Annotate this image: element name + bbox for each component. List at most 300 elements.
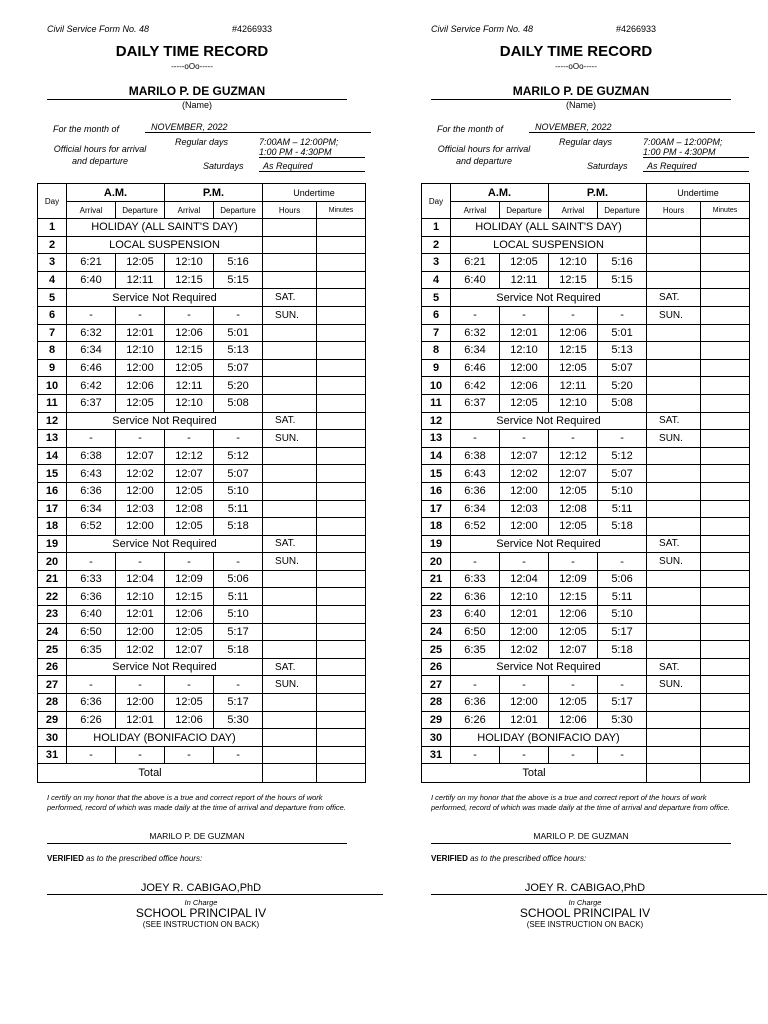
saturdays-label: Saturdays (203, 161, 244, 171)
undertime-minutes-cell (701, 623, 750, 641)
day-number-cell: 28 (422, 694, 451, 712)
undertime-hours-cell (263, 342, 317, 360)
regular-days-value-line-1: 7:00AM – 12:00PM; (643, 137, 723, 147)
undertime-hours-cell: SUN. (263, 553, 317, 571)
undertime-minutes-cell (317, 271, 366, 289)
day-number-cell: 10 (38, 377, 67, 395)
undertime-hours-cell (263, 729, 317, 747)
pm-departure-cell: - (598, 553, 647, 571)
undertime-minutes-cell (317, 412, 366, 430)
undertime-hours-cell (647, 606, 701, 624)
am-departure-cell: 12:00 (500, 482, 549, 500)
pm-arrival-cell: 12:07 (165, 465, 214, 483)
pm-arrival-cell: 12:05 (549, 482, 598, 500)
am-arrival-cell: 6:35 (451, 641, 500, 659)
merged-remark-cell: HOLIDAY (ALL SAINT'S DAY) (67, 219, 263, 237)
undertime-minutes-cell (701, 447, 750, 465)
day-number-cell: 30 (422, 729, 451, 747)
am-arrival-cell: 6:32 (67, 324, 116, 342)
document-title: DAILY TIME RECORD (499, 43, 653, 60)
undertime-hours-cell (263, 518, 317, 536)
month-label: For the month of (437, 124, 504, 134)
am-arrival-cell: 6:40 (67, 271, 116, 289)
day-number-cell: 6 (38, 306, 67, 324)
regular-days-label: Regular days (559, 137, 613, 147)
day-number-cell: 13 (38, 430, 67, 448)
am-arrival-cell: 6:36 (67, 588, 116, 606)
undertime-minutes-cell (701, 553, 750, 571)
undertime-minutes-cell (317, 306, 366, 324)
pm-departure-cell: 5:13 (598, 342, 647, 360)
verified-bold: VERIFIED (47, 854, 84, 863)
undertime-minutes-cell (701, 535, 750, 553)
table-row (38, 430, 366, 448)
undertime-minutes-cell (317, 623, 366, 641)
undertime-minutes-cell (701, 570, 750, 588)
am-departure-cell: 12:10 (116, 588, 165, 606)
undertime-hours-cell: SAT. (647, 412, 701, 430)
undertime-minutes-cell (317, 359, 366, 377)
am-departure-cell: 12:04 (116, 570, 165, 588)
undertime-minutes-cell (701, 588, 750, 606)
table-row (38, 219, 366, 237)
regular-days-value-line-1: 7:00AM – 12:00PM; (259, 137, 339, 147)
undertime-minutes-cell (701, 482, 750, 500)
regular-days-label: Regular days (175, 137, 229, 147)
table-row (422, 465, 750, 483)
am-departure-cell: - (116, 676, 165, 694)
day-number-cell: 22 (38, 588, 67, 606)
day-number-cell: 3 (422, 254, 451, 272)
total-minutes-cell (701, 764, 750, 783)
table-row (38, 500, 366, 518)
undertime-hours-cell (263, 236, 317, 254)
regular-days-value-line-2: 1:00 PM - 4:30PM (259, 147, 332, 157)
am-departure-cell: - (500, 553, 549, 571)
table-row (422, 641, 750, 659)
table-row (38, 711, 366, 729)
dtr-copy-left (37, 0, 367, 1000)
pm-departure-header: Departure (598, 202, 647, 219)
pm-departure-cell: - (598, 430, 647, 448)
am-departure-cell: 12:02 (116, 465, 165, 483)
undertime-hours-cell: SUN. (263, 430, 317, 448)
table-row (38, 658, 366, 676)
pm-departure-cell: 5:17 (214, 623, 263, 641)
am-departure-cell: 12:01 (116, 606, 165, 624)
table-row (38, 746, 366, 764)
total-hours-cell (263, 764, 317, 783)
undertime-minutes-cell (317, 746, 366, 764)
am-arrival-cell: - (67, 676, 116, 694)
table-row (422, 219, 750, 237)
pm-departure-cell: - (598, 306, 647, 324)
am-arrival-cell: 6:42 (67, 377, 116, 395)
am-arrival-cell: 6:36 (451, 694, 500, 712)
undertime-minutes-cell (317, 482, 366, 500)
undertime-hours-cell (263, 482, 317, 500)
table-row (38, 641, 366, 659)
pm-arrival-cell: 12:10 (165, 394, 214, 412)
pm-departure-cell: 5:06 (214, 570, 263, 588)
am-departure-cell: 12:00 (500, 694, 549, 712)
month-label: For the month of (53, 124, 120, 134)
time-record-table (421, 183, 750, 783)
am-arrival-cell: 6:34 (451, 342, 500, 360)
am-arrival-cell: 6:34 (67, 500, 116, 518)
undertime-minutes-cell (701, 641, 750, 659)
pm-arrival-cell: 12:15 (165, 588, 214, 606)
pm-arrival-cell: 12:05 (549, 518, 598, 536)
table-row (422, 254, 750, 272)
hours-header: Hours (263, 202, 317, 219)
am-departure-header: Departure (116, 202, 165, 219)
day-number-cell: 21 (422, 570, 451, 588)
table-row (38, 694, 366, 712)
undertime-hours-cell (263, 324, 317, 342)
month-value: NOVEMBER, 2022 (145, 122, 371, 133)
day-number-cell: 5 (38, 289, 67, 307)
pm-departure-cell: 5:20 (598, 377, 647, 395)
am-arrival-cell: - (451, 676, 500, 694)
undertime-minutes-cell (701, 676, 750, 694)
merged-remark-cell: LOCAL SUSPENSION (451, 236, 647, 254)
employee-name: MARILO P. DE GUZMAN (431, 84, 731, 100)
day-number-cell: 3 (38, 254, 67, 272)
undertime-hours-cell (647, 219, 701, 237)
table-row (422, 518, 750, 536)
pm-arrival-cell: 12:10 (549, 254, 598, 272)
pm-departure-cell: 5:30 (214, 711, 263, 729)
am-departure-cell: 12:07 (116, 447, 165, 465)
pm-departure-cell: 5:16 (214, 254, 263, 272)
am-arrival-cell: 6:38 (451, 447, 500, 465)
merged-remark-cell: Service Not Required (67, 658, 263, 676)
am-arrival-cell: 6:34 (451, 500, 500, 518)
day-number-cell: 18 (38, 518, 67, 536)
pm-departure-cell: 5:07 (214, 465, 263, 483)
day-number-cell: 2 (422, 236, 451, 254)
merged-remark-cell: LOCAL SUSPENSION (67, 236, 263, 254)
undertime-header: Undertime (647, 184, 750, 202)
undertime-minutes-cell (701, 254, 750, 272)
table-row (38, 342, 366, 360)
pm-arrival-cell: 12:06 (549, 324, 598, 342)
day-number-cell: 26 (38, 658, 67, 676)
am-departure-cell: 12:00 (500, 518, 549, 536)
undertime-minutes-cell (701, 324, 750, 342)
day-number-cell: 13 (422, 430, 451, 448)
table-row (422, 447, 750, 465)
pm-arrival-header: Arrival (549, 202, 598, 219)
in-charge-name: JOEY R. CABIGAO,PhD (431, 882, 767, 895)
official-hours-label: Official hours for arrival and departure (53, 144, 147, 166)
undertime-hours-cell: SAT. (263, 412, 317, 430)
undertime-minutes-cell (701, 729, 750, 747)
day-number-cell: 6 (422, 306, 451, 324)
merged-remark-cell: Service Not Required (451, 535, 647, 553)
day-number-cell: 25 (422, 641, 451, 659)
pm-arrival-cell: - (165, 306, 214, 324)
table-row (38, 271, 366, 289)
merged-remark-cell: HOLIDAY (BONIFACIO DAY) (67, 729, 263, 747)
pm-departure-cell: 5:12 (214, 447, 263, 465)
undertime-hours-cell (263, 377, 317, 395)
pm-arrival-cell: 12:09 (165, 570, 214, 588)
title-ornament: -----oOo----- (555, 62, 597, 71)
undertime-hours-cell (647, 711, 701, 729)
table-row (422, 342, 750, 360)
pm-arrival-cell: 12:12 (165, 447, 214, 465)
pm-departure-cell: 5:11 (214, 588, 263, 606)
name-label: (Name) (565, 100, 596, 110)
pm-departure-cell: 5:17 (214, 694, 263, 712)
pm-departure-cell: 5:10 (214, 606, 263, 624)
undertime-minutes-cell (701, 377, 750, 395)
table-row (38, 306, 366, 324)
day-number-cell: 10 (422, 377, 451, 395)
day-number-cell: 4 (38, 271, 67, 289)
am-arrival-cell: 6:50 (67, 623, 116, 641)
am-arrival-cell: 6:43 (67, 465, 116, 483)
day-number-cell: 19 (38, 535, 67, 553)
am-departure-cell: 12:02 (500, 465, 549, 483)
pm-arrival-cell: 12:11 (165, 377, 214, 395)
minutes-header: Minutes (317, 202, 366, 219)
undertime-minutes-cell (317, 377, 366, 395)
table-row (422, 377, 750, 395)
regular-days-value (643, 137, 749, 158)
pm-arrival-header: Arrival (165, 202, 214, 219)
title-ornament: -----oOo----- (171, 62, 213, 71)
pm-arrival-cell: 12:06 (165, 324, 214, 342)
undertime-hours-cell (263, 588, 317, 606)
am-departure-cell: 12:01 (116, 711, 165, 729)
day-number-cell: 22 (422, 588, 451, 606)
am-departure-cell: 12:00 (116, 623, 165, 641)
am-departure-cell: 12:10 (500, 342, 549, 360)
undertime-minutes-cell (317, 676, 366, 694)
day-number-cell: 8 (422, 342, 451, 360)
pm-arrival-cell: 12:05 (549, 694, 598, 712)
day-number-cell: 8 (38, 342, 67, 360)
table-row (422, 746, 750, 764)
undertime-hours-cell: SUN. (647, 553, 701, 571)
pm-arrival-cell: 12:11 (549, 377, 598, 395)
am-arrival-cell: 6:26 (67, 711, 116, 729)
undertime-minutes-cell (317, 570, 366, 588)
in-charge-label: In Charge (568, 898, 602, 907)
undertime-hours-cell (647, 271, 701, 289)
am-arrival-cell: 6:21 (451, 254, 500, 272)
undertime-hours-cell (647, 570, 701, 588)
undertime-hours-cell: SUN. (647, 676, 701, 694)
pm-arrival-cell: 12:05 (165, 694, 214, 712)
am-arrival-cell: - (67, 430, 116, 448)
am-departure-cell: 12:10 (500, 588, 549, 606)
merged-remark-cell: HOLIDAY (ALL SAINT'S DAY) (451, 219, 647, 237)
am-departure-cell: 12:01 (500, 324, 549, 342)
undertime-minutes-cell (701, 746, 750, 764)
day-number-cell: 24 (38, 623, 67, 641)
undertime-minutes-cell (701, 394, 750, 412)
undertime-minutes-cell (317, 641, 366, 659)
am-departure-cell: 12:06 (116, 377, 165, 395)
pm-departure-cell: 5:07 (598, 359, 647, 377)
form-number: #4266933 (616, 24, 657, 34)
day-number-cell: 17 (38, 500, 67, 518)
table-row (422, 553, 750, 571)
undertime-minutes-cell (317, 236, 366, 254)
pm-departure-cell: 5:16 (598, 254, 647, 272)
undertime-hours-cell: SAT. (263, 289, 317, 307)
am-departure-cell: - (500, 306, 549, 324)
am-arrival-cell: 6:38 (67, 447, 116, 465)
am-departure-cell: 12:00 (500, 623, 549, 641)
pm-departure-cell: 5:18 (214, 518, 263, 536)
employee-name: MARILO P. DE GUZMAN (47, 84, 347, 100)
am-header: A.M. (67, 184, 165, 202)
am-departure-cell: - (500, 746, 549, 764)
undertime-hours-cell (263, 623, 317, 641)
pm-departure-cell: 5:07 (214, 359, 263, 377)
undertime-minutes-cell (317, 518, 366, 536)
undertime-hours-cell (263, 219, 317, 237)
day-number-cell: 18 (422, 518, 451, 536)
table-row (422, 711, 750, 729)
pm-arrival-cell: 12:15 (165, 342, 214, 360)
in-charge-name: JOEY R. CABIGAO,PhD (47, 882, 383, 895)
regular-days-value-line-2: 1:00 PM - 4:30PM (643, 147, 716, 157)
day-number-cell: 16 (422, 482, 451, 500)
pm-arrival-cell: 12:05 (165, 623, 214, 641)
am-departure-cell: 12:04 (500, 570, 549, 588)
am-arrival-header: Arrival (67, 202, 116, 219)
day-number-cell: 9 (38, 359, 67, 377)
pm-departure-cell: 5:18 (214, 641, 263, 659)
pm-departure-cell: 5:11 (598, 500, 647, 518)
merged-remark-cell: Service Not Required (451, 289, 647, 307)
in-charge-label: In Charge (184, 898, 218, 907)
undertime-minutes-cell (701, 342, 750, 360)
undertime-hours-cell (263, 746, 317, 764)
undertime-hours-cell (647, 342, 701, 360)
day-number-cell: 14 (422, 447, 451, 465)
table-row (422, 289, 750, 307)
undertime-hours-cell: SUN. (263, 676, 317, 694)
pm-arrival-cell: - (549, 306, 598, 324)
merged-remark-cell: Service Not Required (451, 658, 647, 676)
am-arrival-cell: - (451, 746, 500, 764)
pm-arrival-cell: 12:15 (165, 271, 214, 289)
am-header: A.M. (451, 184, 549, 202)
am-arrival-cell: 6:34 (67, 342, 116, 360)
table-row (38, 553, 366, 571)
am-departure-cell: 12:05 (500, 254, 549, 272)
undertime-hours-cell (647, 359, 701, 377)
pm-departure-cell: 5:20 (214, 377, 263, 395)
am-departure-cell: - (116, 306, 165, 324)
undertime-hours-cell (647, 465, 701, 483)
undertime-hours-cell (647, 377, 701, 395)
am-arrival-cell: 6:37 (451, 394, 500, 412)
undertime-hours-cell (263, 394, 317, 412)
undertime-minutes-cell (701, 430, 750, 448)
employee-signature-name: MARILO P. DE GUZMAN (431, 831, 731, 844)
undertime-hours-cell: SAT. (263, 658, 317, 676)
undertime-minutes-cell (701, 500, 750, 518)
day-number-cell: 1 (38, 219, 67, 237)
table-subheader-row (38, 202, 366, 219)
verified-bold: VERIFIED (431, 854, 468, 863)
pm-departure-cell: 5:10 (598, 606, 647, 624)
pm-departure-cell: - (214, 553, 263, 571)
undertime-minutes-cell (317, 500, 366, 518)
am-arrival-cell: 6:36 (451, 482, 500, 500)
am-arrival-cell: 6:37 (67, 394, 116, 412)
day-number-cell: 28 (38, 694, 67, 712)
am-departure-cell: - (116, 430, 165, 448)
pm-departure-cell: 5:18 (598, 641, 647, 659)
day-number-cell: 29 (422, 711, 451, 729)
employee-signature-name: MARILO P. DE GUZMAN (47, 831, 347, 844)
certification-text: I certify on my honor that the above is a true and correct report of the hours of work performed, record of which was made daily at the time of arrival and departure from office. (431, 793, 730, 812)
table-row (38, 570, 366, 588)
table-row (422, 430, 750, 448)
undertime-hours-cell (647, 746, 701, 764)
day-number-cell: 31 (38, 746, 67, 764)
table-row (38, 482, 366, 500)
undertime-minutes-cell (317, 254, 366, 272)
pm-departure-cell: 5:17 (598, 623, 647, 641)
day-number-cell: 16 (38, 482, 67, 500)
merged-remark-cell: Service Not Required (67, 535, 263, 553)
day-number-cell: 29 (38, 711, 67, 729)
undertime-hours-cell (263, 694, 317, 712)
table-row (38, 623, 366, 641)
undertime-hours-cell (647, 694, 701, 712)
day-number-cell: 1 (422, 219, 451, 237)
undertime-hours-cell (647, 324, 701, 342)
day-number-cell: 25 (38, 641, 67, 659)
day-number-cell: 23 (38, 606, 67, 624)
undertime-hours-cell: SUN. (647, 306, 701, 324)
undertime-minutes-cell (317, 342, 366, 360)
table-row (422, 729, 750, 747)
undertime-minutes-cell (317, 658, 366, 676)
undertime-hours-cell: SAT. (647, 658, 701, 676)
undertime-minutes-cell (701, 694, 750, 712)
table-row (422, 606, 750, 624)
day-number-cell: 17 (422, 500, 451, 518)
am-departure-cell: - (116, 746, 165, 764)
total-label: Total (422, 764, 647, 783)
am-departure-cell: 12:05 (116, 394, 165, 412)
day-number-cell: 31 (422, 746, 451, 764)
pm-departure-cell: 5:01 (214, 324, 263, 342)
am-arrival-cell: 6:43 (451, 465, 500, 483)
undertime-minutes-cell (701, 306, 750, 324)
undertime-minutes-cell (317, 729, 366, 747)
total-row (38, 764, 366, 783)
am-departure-cell: 12:00 (500, 359, 549, 377)
total-hours-cell (647, 764, 701, 783)
am-arrival-cell: 6:36 (451, 588, 500, 606)
pm-departure-cell: - (214, 430, 263, 448)
am-arrival-cell: 6:50 (451, 623, 500, 641)
time-record-table (37, 183, 366, 783)
month-value: NOVEMBER, 2022 (529, 122, 755, 133)
